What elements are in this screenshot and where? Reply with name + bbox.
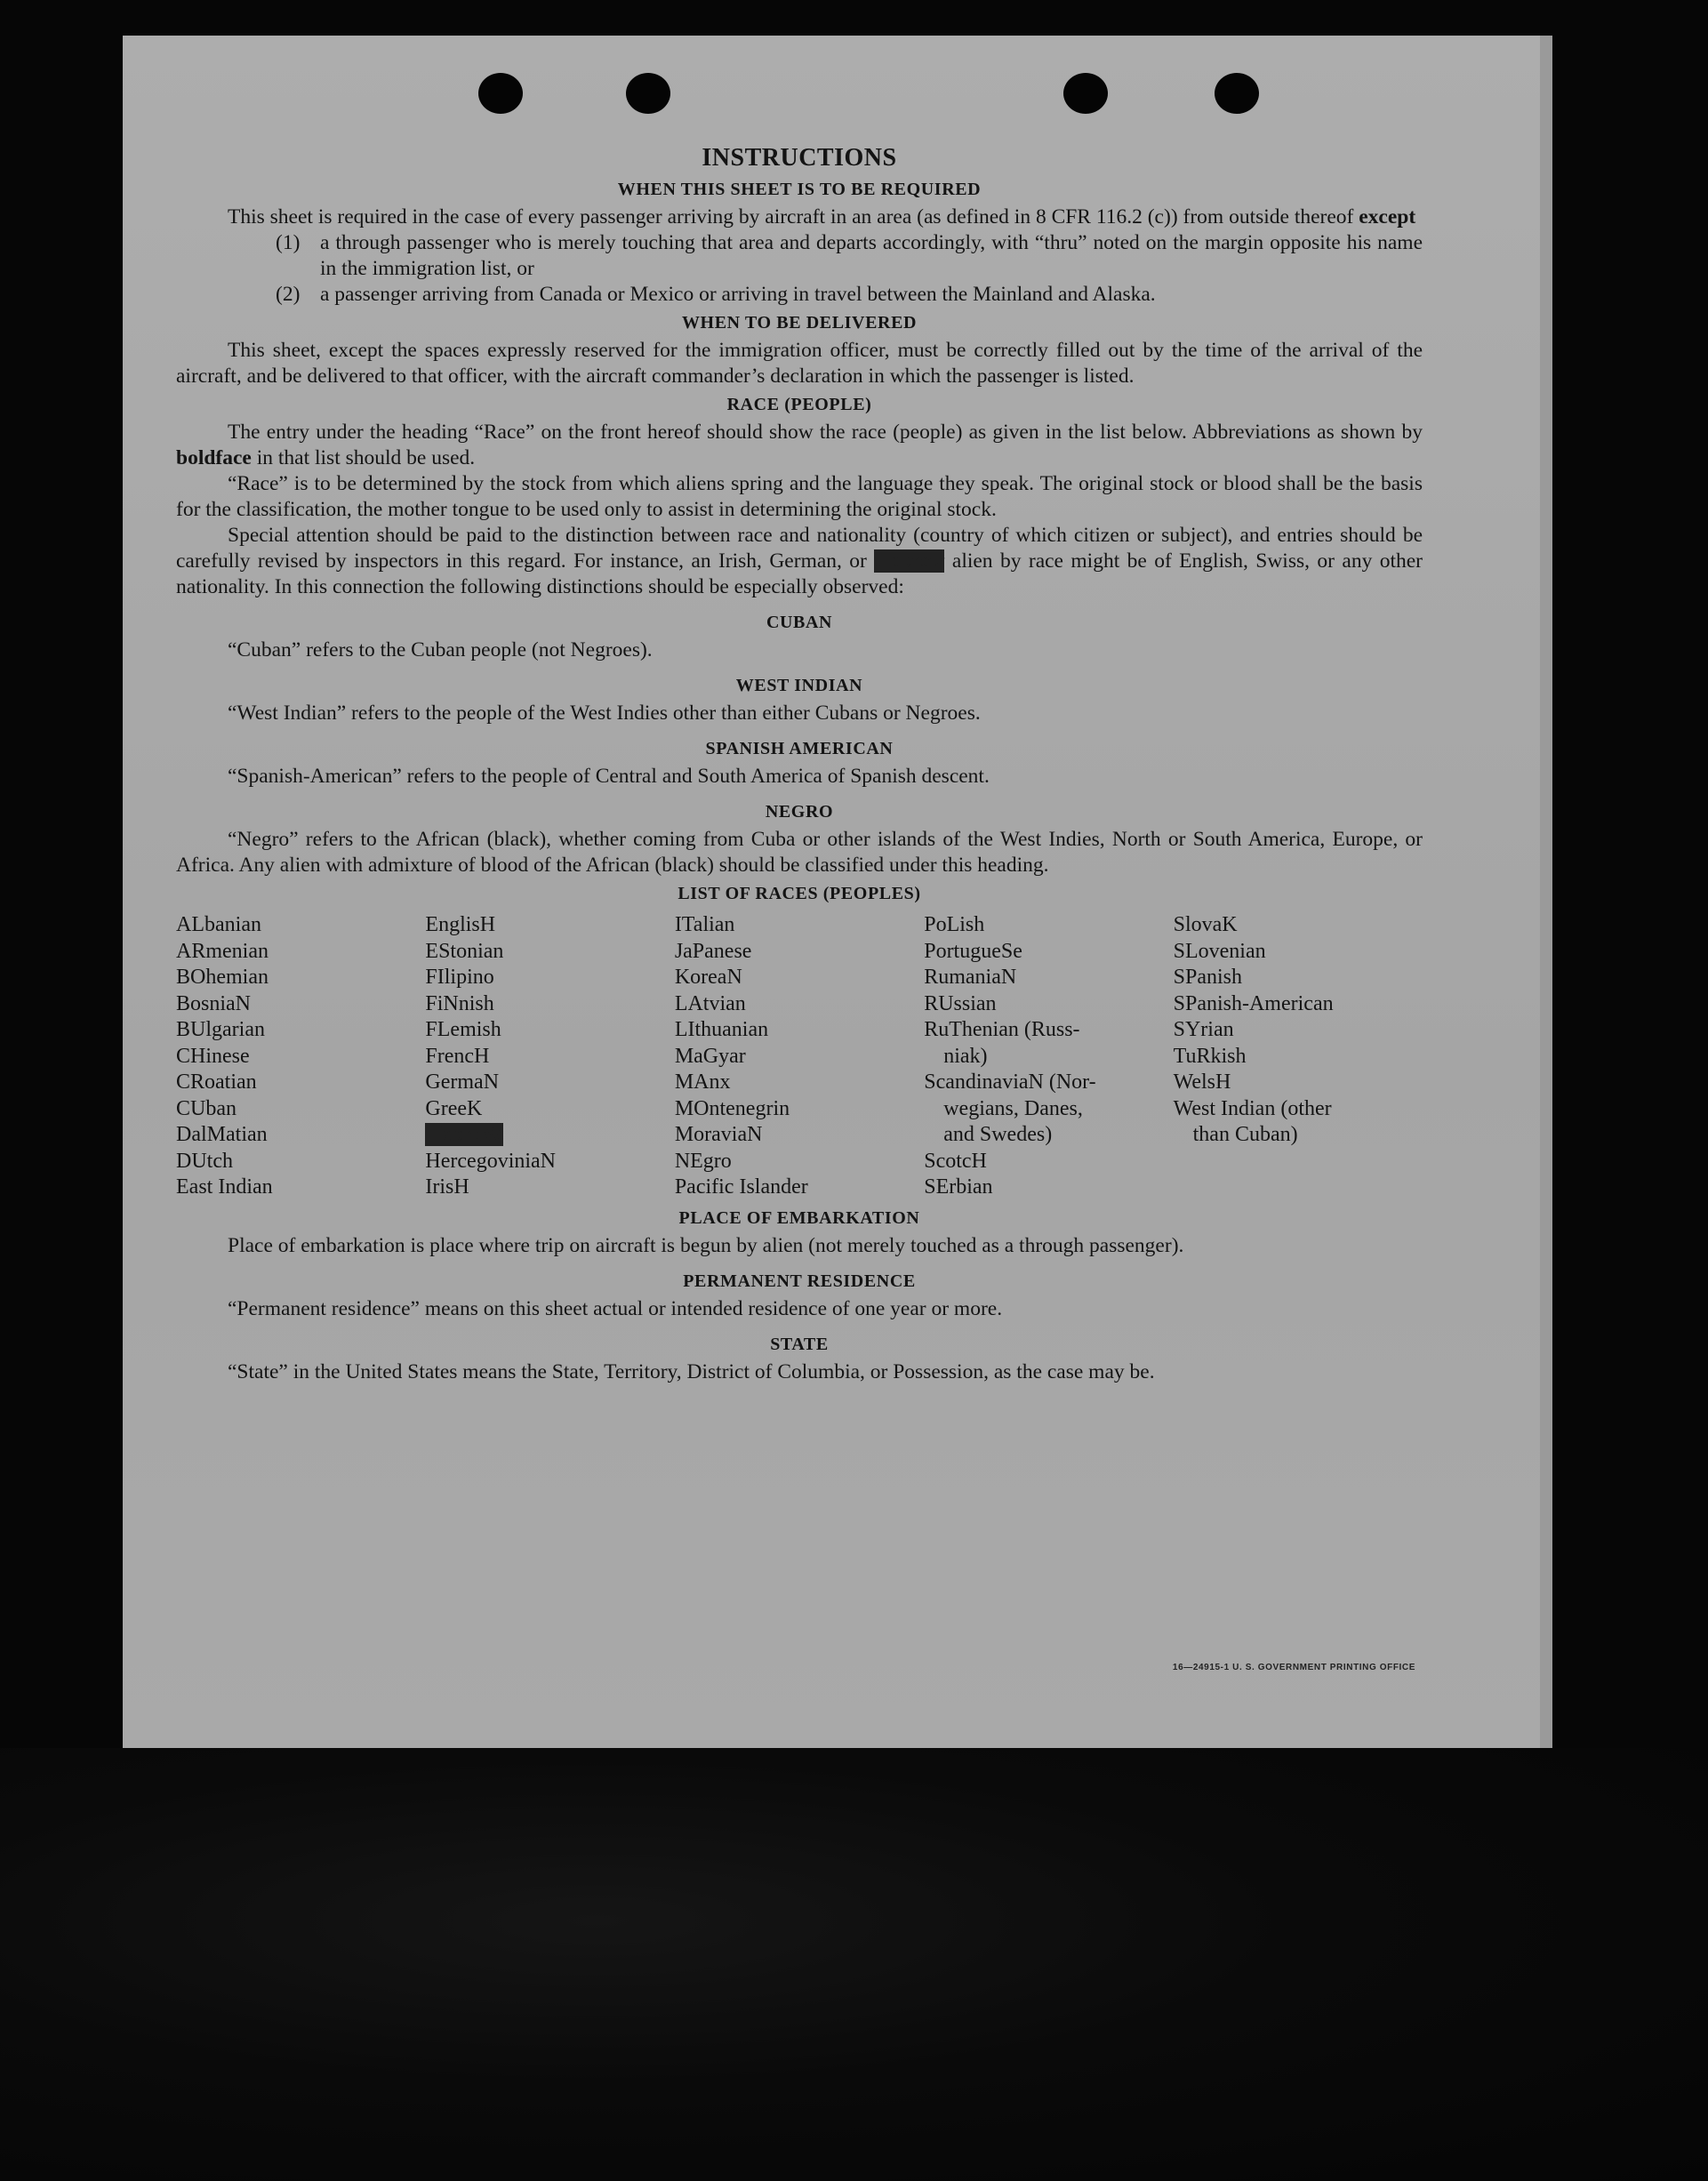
race-entry: IrisH <box>425 1175 469 1199</box>
section-heading-spanish-american: SPANISH AMERICAN <box>705 739 894 758</box>
race-entry: WelsH <box>1173 1070 1231 1094</box>
race-entry: GreeK <box>425 1096 483 1120</box>
race-entry: PortugueSe <box>924 939 1022 963</box>
race-entry: West Indian (other <box>1173 1096 1332 1120</box>
races-column-3 <box>675 912 924 1201</box>
race-p1-start: The entry under the heading “Race” on the front hereof should show the race (people) as given in the list below. Abbreviations as shown by <box>228 421 1423 444</box>
race-entry: ScandinaviaN (Nor- <box>924 1070 1096 1094</box>
race-entry: MAnx <box>674 1070 731 1094</box>
races-column-1 <box>176 912 425 1201</box>
race-entry: HercegoviniaN <box>425 1149 557 1173</box>
race-entry: FiNnish <box>425 991 494 1015</box>
race-entry: LAtvian <box>674 991 746 1015</box>
races-column-2 <box>425 912 674 1201</box>
section-heading-state: STATE <box>770 1334 829 1354</box>
race-entry: CHinese <box>176 1044 250 1068</box>
race-entry: MaGyar <box>674 1044 746 1068</box>
race-entry: RuThenian (Russ- <box>924 1018 1080 1041</box>
race-entry: EStonian <box>425 939 504 963</box>
race-entry: KoreaN <box>674 966 742 989</box>
punch-hole <box>1215 73 1259 114</box>
race-entry: DUtch <box>176 1149 233 1173</box>
west-indian-text: “West Indian” refers to the people of the West Indies other than either Cubans or Negroes. <box>228 702 981 725</box>
negro-text: “Negro” refers to the African (black), whether coming from Cuba or other islands of the West Indies, North or South America, Europe, or Africa. Any alien with admixture of blood of the African (black) should be classified under this heading. <box>176 828 1423 877</box>
sheet-content <box>176 142 1423 1385</box>
race-entry: FrencH <box>425 1044 490 1068</box>
race-entry-continued: than Cuban) <box>1192 1123 1298 1146</box>
races-column-4 <box>924 912 1173 1201</box>
section-heading-negro: NEGRO <box>765 802 834 822</box>
race-entry-continued: wegians, Danes, <box>943 1096 1083 1120</box>
race-entry: ARmenian <box>176 939 269 963</box>
race-entry: FLemish <box>425 1018 501 1041</box>
race-entry: GermaN <box>425 1070 500 1094</box>
intro-except: except <box>1359 205 1416 229</box>
race-entry: SPanish-American <box>1173 991 1334 1015</box>
race-entry: CUban <box>176 1096 237 1120</box>
race-entry: SlovaK <box>1173 913 1238 936</box>
embarkation-text: Place of embarkation is place where trip on aircraft is begun by alien (not merely touched as a through passenger). <box>228 1233 1184 1257</box>
race-entry: SPanish <box>1173 966 1242 989</box>
race-entry: SYrian <box>1173 1018 1234 1041</box>
race-entry: BUlgarian <box>176 1018 265 1041</box>
race-p1-bold: boldface <box>176 446 252 469</box>
section-heading-residence: PERMANENT RESIDENCE <box>683 1271 916 1291</box>
race-entry: LIthuanian <box>674 1018 769 1041</box>
race-entry: NEgro <box>674 1149 732 1173</box>
section-heading-race: RACE (PEOPLE) <box>726 395 872 414</box>
list-item <box>176 230 1423 282</box>
section-heading-when-required: WHEN THIS SHEET IS TO BE REQUIRED <box>617 180 982 199</box>
race-entry: SErbian <box>924 1175 993 1199</box>
section-heading-cuban: CUBAN <box>766 613 833 632</box>
race-p3-end: alien by race might be of English, Swiss, or any other nationality. In this connection the following distinctions should be especially observed: <box>176 549 1423 598</box>
item-number: (1) <box>276 231 301 254</box>
race-paragraph-3 <box>176 523 1423 600</box>
section-heading-list-of-races: LIST OF RACES (PEOPLES) <box>678 884 921 903</box>
when-delivered-text: This sheet, except the spaces expressly reserved for the immigration officer, must be correctly filled out by the time of the arrival of the aircraft, and be delivered to that officer, with the aircraft commander’s declaration in which the passenger is listed. <box>176 339 1423 388</box>
intro-text: This sheet is required in the case of every passenger arriving by aircraft in an area (as defined in 8 CFR 116.2 (c)) from outside thereof <box>228 205 1354 229</box>
race-entry: Pacific Islander <box>674 1175 808 1199</box>
race-entry: BOhemian <box>176 966 269 989</box>
punch-hole <box>626 73 670 114</box>
struck-out-word: Hebrew <box>874 549 945 573</box>
race-entry: TuRkish <box>1173 1044 1247 1068</box>
section-heading-west-indian: WEST INDIAN <box>735 676 863 695</box>
race-entry: East Indian <box>176 1175 273 1199</box>
struck-out-race-entry: HebreW <box>425 1123 503 1146</box>
race-entry: CRoatian <box>176 1070 257 1094</box>
instruction-sheet <box>123 36 1552 1748</box>
printing-office-footer: 16—24915-1 U. S. GOVERNMENT PRINTING OFFICE <box>1172 1663 1415 1672</box>
race-p1-end: in that list should be used. <box>256 446 476 469</box>
page-title: INSTRUCTIONS <box>702 144 897 172</box>
item-text: a through passenger who is merely touching that area and departs accordingly, with “thru” noted on the margin opposite his name in the immigration list, or <box>320 231 1423 280</box>
list-item <box>176 282 1423 308</box>
race-entry: FIlipino <box>425 966 494 989</box>
race-paragraph-1 <box>176 420 1423 471</box>
item-number: (2) <box>276 283 301 306</box>
race-p3-start: Special attention should be paid to the distinction between race and nationality (country of which citizen or subject), and entries should be carefully revised by inspectors in this regard. For instance, an Irish, German, or <box>176 524 1423 573</box>
race-entry: RUssian <box>924 991 997 1015</box>
race-entry: SLovenian <box>1173 939 1266 963</box>
background-film <box>0 1748 1708 2181</box>
state-text: “State” in the United States means the State, Territory, District of Columbia, or Possession, as the case may be. <box>228 1359 1155 1383</box>
race-entry: JaPanese <box>674 939 752 963</box>
races-table <box>176 912 1423 1201</box>
when-required-intro <box>176 204 1423 230</box>
race-entry: BosniaN <box>176 991 251 1015</box>
race-entry: ScotcH <box>924 1149 987 1173</box>
race-entry-continued: niak) <box>943 1044 988 1068</box>
race-entry: EnglisH <box>425 913 496 936</box>
race-entry: DalMatian <box>176 1123 268 1146</box>
races-column-5 <box>1174 912 1423 1201</box>
race-entry: RumaniaN <box>924 966 1017 989</box>
race-entry: MoraviaN <box>674 1123 763 1146</box>
race-entry-continued: and Swedes) <box>943 1123 1053 1146</box>
punch-hole <box>478 73 523 114</box>
section-heading-embarkation: PLACE OF EMBARKATION <box>678 1207 920 1228</box>
spanish-american-text: “Spanish-American” refers to the people of Central and South America of Spanish descent. <box>228 765 990 788</box>
cuban-text: “Cuban” refers to the Cuban people (not Negroes). <box>228 638 653 662</box>
residence-text: “Permanent residence” means on this sheet actual or intended residence of one year or more. <box>228 1296 1003 1320</box>
race-paragraph-2: “Race” is to be determined by the stock from which aliens spring and the language they speak. The original stock or blood shall be the basis for the classification, the mother tongue to be used only to assist in determining the original stock. <box>176 472 1423 521</box>
item-text: a passenger arriving from Canada or Mexico or arriving in travel between the Mainland and Alaska. <box>320 283 1156 306</box>
race-entry: ALbanian <box>176 913 261 936</box>
punch-hole <box>1063 73 1108 114</box>
race-entry: PoLish <box>924 913 985 936</box>
race-entry: ITalian <box>674 913 735 936</box>
section-heading-when-delivered: WHEN TO BE DELIVERED <box>681 313 918 333</box>
race-entry: MOntenegrin <box>674 1096 790 1120</box>
